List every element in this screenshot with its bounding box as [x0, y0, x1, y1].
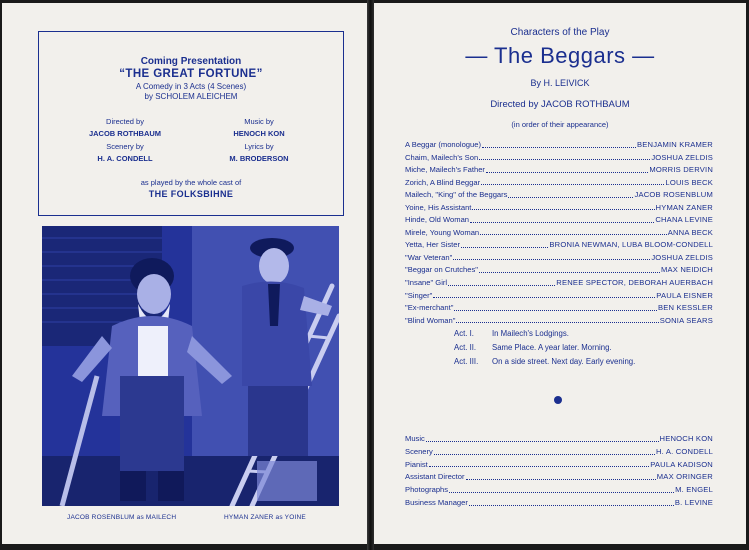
as-played-line: as played by the whole cast of [140, 178, 242, 187]
leader-dots [453, 252, 650, 261]
play-title: — The Beggars — [465, 43, 655, 68]
cast-role: Mailech, "King" of the Beggars [405, 190, 508, 200]
credit-scenery [65, 141, 185, 165]
leader-dots [433, 290, 655, 299]
cast-role: "Beggar on Crutches" [405, 265, 478, 275]
cast-actor: JOSHUA ZELDIS [651, 152, 713, 162]
cast-role: "Insane" Girl [405, 278, 448, 288]
cast-role: Zorich, A Blind Beggar [405, 177, 481, 187]
cast-role: Yetta, Her Sister [405, 240, 461, 250]
play-author: By H. LEIVICK [530, 78, 590, 88]
credit-row [405, 484, 713, 497]
ornament-dot [554, 396, 562, 404]
play-director: Directed by JACOB ROTHBAUM [490, 99, 630, 110]
cast-list [405, 139, 713, 327]
characters-heading: Characters of the Play [510, 27, 610, 38]
credit-name: JACOB ROTHBAUM [88, 129, 162, 138]
cast-actor: BRONIA NEWMAN, LUBA BLOOM-CONDELL [549, 240, 713, 250]
credit-role: Assistant Director [405, 472, 465, 482]
cast-role: Chaim, Mailech's Son [405, 152, 479, 162]
cast-row [405, 139, 713, 152]
credit-row [405, 471, 713, 484]
cast-role: "War Veteran" [405, 252, 453, 262]
promo-author: by SCHOLEM ALEICHEM [144, 92, 238, 101]
cast-row [405, 290, 713, 303]
cast-row [405, 302, 713, 315]
leader-dots [426, 433, 659, 442]
cast-row [405, 252, 713, 265]
leader-dots [429, 459, 649, 468]
cast-role: Hinde, Old Woman [405, 215, 470, 225]
cast-role: "Blind Woman" [405, 315, 456, 325]
cast-row [405, 264, 713, 277]
credit-role: Music [405, 434, 425, 443]
credit-row [405, 446, 713, 459]
cast-actor: BENJAMIN KRAMER [637, 140, 713, 149]
act-number: Act. III. [454, 357, 479, 366]
act-row [454, 341, 635, 355]
caption-zaner: HYMAN ZANER as YOINE [224, 514, 306, 521]
act-row [454, 327, 635, 341]
credit-role: Photographs [405, 485, 449, 495]
credit-label: Music by [244, 117, 274, 126]
credit-person: M. ENGEL [675, 485, 713, 495]
leader-dots [469, 497, 674, 506]
credit-row [405, 459, 713, 472]
order-note: (in order of their appearance) [511, 120, 609, 129]
cast-row [405, 239, 713, 252]
cast-actor: BEN KESSLER [658, 303, 713, 313]
cast-row [405, 152, 713, 165]
cast-actor: RENEE SPECTOR, DEBORAH AUERBACH [556, 278, 713, 288]
act-number: Act. I. [454, 329, 474, 338]
leader-dots [479, 264, 660, 273]
cast-row [405, 189, 713, 202]
cast-role: Mirele, Young Woman [405, 227, 480, 237]
leader-dots [472, 202, 654, 211]
leader-dots [466, 471, 656, 480]
cast-row [405, 202, 713, 215]
stage-photo [42, 226, 339, 506]
leader-dots [486, 164, 648, 173]
cast-actor: HYMAN ZANER [655, 202, 713, 212]
credit-role: Pianist [405, 459, 428, 469]
leader-dots [448, 277, 555, 286]
credit-role: Business Manager [405, 497, 468, 507]
credit-director [65, 116, 185, 140]
cast-actor: ANNA BECK [667, 227, 713, 237]
credit-name: M. BRODERSON [229, 154, 289, 163]
caption-rosenblum: JACOB ROSENBLUM as MAILECH [67, 514, 177, 521]
act-description: Same Place. A year later. Morning. [492, 343, 612, 352]
credit-label: Lyrics by [244, 142, 274, 151]
leader-dots [454, 302, 657, 311]
cast-actor: LOUIS BECK [665, 177, 713, 187]
cast-actor: JOSHUA ZELDIS [651, 252, 713, 262]
cast-actor: SONIA SEARS [659, 315, 713, 325]
promo-cast-name: THE FOLKSBIHNE [148, 189, 234, 199]
leader-dots [479, 152, 650, 161]
cast-actor: JACOB ROSENBLUM [634, 190, 713, 200]
cast-row [405, 177, 713, 190]
credit-row [405, 433, 713, 446]
cast-actor: MAX NEIDICH [661, 265, 713, 275]
cast-actor: CHANA LEVINE [655, 215, 713, 225]
coming-presentation-box [38, 31, 344, 216]
cast-row [405, 227, 713, 240]
cast-actor: PAULA EISNER [656, 290, 713, 300]
stage-photo-illustration [42, 226, 339, 506]
leader-dots [470, 214, 654, 223]
credit-name: H. A. CONDELL [97, 154, 153, 163]
credit-person: PAULA KADISON [650, 459, 713, 469]
act-number: Act. II. [454, 343, 477, 352]
leader-dots [480, 227, 667, 236]
cast-row [405, 214, 713, 227]
credit-label: Scenery by [106, 142, 144, 151]
leader-dots [434, 446, 655, 455]
acts-list [454, 327, 635, 369]
credit-person: H. A. CONDELL [655, 446, 713, 456]
credit-person: HENOCH KON [659, 434, 713, 443]
credit-label: Directed by [106, 117, 144, 126]
leader-dots [461, 239, 548, 248]
production-credits [405, 433, 713, 510]
credit-lyrics [199, 141, 319, 165]
right-page [374, 3, 746, 544]
act-description: On a side street. Next day. Early evening. [492, 357, 636, 366]
cast-role: "Ex-merchant" [405, 303, 454, 313]
credit-name: HENOCH KON [233, 129, 285, 138]
leader-dots [508, 189, 633, 198]
promo-title: “THE GREAT FORTUNE” [119, 68, 263, 80]
coming-label: Coming Presentation [140, 56, 242, 67]
leader-dots [449, 484, 674, 493]
act-row [454, 355, 635, 369]
left-page [2, 3, 367, 544]
credit-row [405, 497, 713, 510]
cast-row [405, 277, 713, 290]
promo-subtitle: A Comedy in 3 Acts (4 Scenes) [135, 82, 247, 91]
act-description: In Mailech's Lodgings. [492, 329, 569, 338]
cast-row [405, 315, 713, 328]
cast-row [405, 164, 713, 177]
leader-dots [456, 315, 658, 324]
credit-person: MAX ORINGER [656, 472, 713, 482]
credit-role: Scenery [405, 446, 433, 456]
booklet-spine [367, 0, 374, 550]
credit-person: B. LEVINE [674, 497, 713, 507]
cast-role: "Singer" [405, 290, 433, 300]
leader-dots [482, 139, 636, 148]
leader-dots [481, 177, 664, 186]
credit-music [199, 116, 319, 140]
cast-role: Miche, Mailech's Father [405, 165, 485, 175]
cast-actor: MORRIS DERVIN [649, 165, 713, 175]
cast-role: Yoine, His Assistant [405, 202, 472, 212]
cast-role: A Beggar (monologue) [405, 140, 481, 149]
